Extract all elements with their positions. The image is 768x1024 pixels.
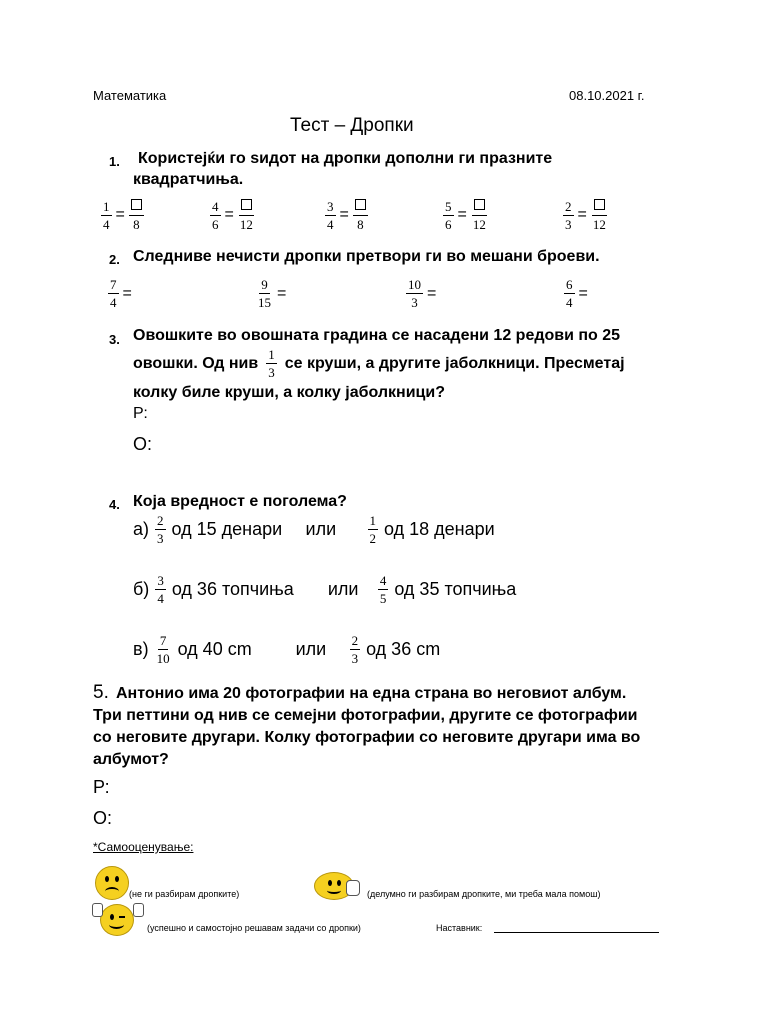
q1-2-left-den: 6 (212, 216, 219, 232)
q4-b-label: б) (133, 579, 150, 599)
q3-line1: Овошките во овошната градина се насадени 12 редови по 25 (133, 327, 621, 344)
q2-4-num: 6 (566, 277, 573, 292)
q3-frac-den: 3 (268, 365, 275, 380)
q3-line2b: се круши, а другите јаболкници. Пресметај (284, 354, 625, 372)
q5-r-label: Р: (93, 777, 110, 797)
q4-b-or: или (327, 579, 359, 599)
q2-item-4: $\frac{6}{4}$ = (566, 277, 588, 310)
teacher-label: Наставник: (436, 923, 483, 933)
q2-1-num: 7 (110, 277, 117, 292)
answer-box[interactable] (241, 199, 252, 210)
q4-a-left-den: 3 (157, 531, 164, 546)
q4-c-or: или (295, 639, 327, 659)
q4-c-left-den: 10 (156, 651, 170, 666)
q1-4-left-den: 6 (445, 216, 452, 232)
q2-item-1: $\frac{7}{4}$ = (110, 277, 132, 310)
answer-box[interactable] (474, 199, 485, 210)
q4-b-right-num: 4 (379, 573, 387, 588)
q1-item-3: $\frac{3}{4}$ = 8 (325, 199, 368, 231)
q1-5-left-num: 2 (565, 198, 572, 214)
q4-c-left-text: од 40 cm (177, 639, 252, 659)
q1-item-4: $\frac{5}{6}$ = 12 (445, 198, 486, 232)
q1-3-left-den: 4 (327, 216, 334, 232)
self-eval-title: *Самооценување: (93, 840, 194, 854)
q1-text-line1: Користејќи го ѕидот на дропки дополни ги празните (138, 150, 553, 167)
q2-item-3: $\frac{10}{3}$ = (408, 277, 437, 310)
q2-3-num: 10 (408, 277, 421, 292)
thumb-left-icon (92, 903, 103, 917)
answer-box[interactable] (355, 199, 366, 210)
q1-item-1: $\frac{1}{4}$ = 8 (101, 199, 144, 231)
q5-line1: Антонио има 20 фотографии на една страна во неговиот албум. (116, 685, 627, 702)
q4-b-right-den: 5 (379, 591, 387, 606)
q1-number: 1. (109, 154, 120, 169)
q4-c-left-num: 7 (159, 633, 167, 648)
q2-3-den: 3 (411, 295, 418, 310)
q3-line3: колку биле круши, а колку јаболкници? (133, 384, 445, 401)
q4-c-right-den: 3 (351, 651, 359, 666)
q4-option-b (133, 574, 516, 605)
subject-label: Математика (93, 88, 167, 103)
q2-1-den: 4 (110, 295, 117, 310)
thumb-right-icon (133, 903, 144, 917)
q5-number: 5. (93, 682, 109, 703)
q1-5-left-den: 3 (565, 216, 572, 232)
q4-b-left-den: 4 (157, 591, 164, 606)
q2-2-den: 15 (258, 295, 271, 310)
q2-text: Следниве нечисти дропки претвори ги во мешани броеви. (133, 248, 600, 265)
q4-b-left-num: 3 (157, 573, 164, 588)
q4-c-right-text: од 36 cm (366, 639, 441, 659)
happy-face-icon (100, 904, 134, 936)
q1-1-left-den: 4 (103, 216, 110, 232)
q1-3-right-den: 8 (357, 217, 364, 232)
q5-o-label: О: (93, 808, 113, 828)
q1-item-5: $\frac{2}{3}$ = 12 (565, 198, 606, 232)
q5-line2: Три петтини од нив се семејни фотографии, другите се фотографии (93, 707, 638, 724)
q4-a-right-text: од 18 денари (384, 519, 495, 539)
q4-a-left-num: 2 (157, 513, 164, 528)
q4-b-right-text: од 35 топчиња (394, 579, 517, 599)
q4-a-left-text: од 15 денари (171, 519, 283, 539)
q3-o-label: О: (133, 434, 153, 454)
answer-box[interactable] (131, 199, 142, 210)
q4-option-a (133, 514, 495, 545)
q4-a-or: или (305, 519, 337, 539)
q4-a-right-den: 2 (369, 531, 377, 546)
partial-text: (делумно ги разбирам дропките, ми треба мала помош) (367, 889, 601, 899)
q1-5-right-den: 12 (592, 217, 606, 232)
q4-b-left-text: од 36 топчиња (171, 579, 294, 599)
not-understand-text: (не ги разбирам дропките) (129, 889, 240, 899)
date-label: 08.10.2021 г. (569, 88, 645, 103)
q3-line2 (133, 348, 625, 379)
teacher-signature-line[interactable] (494, 932, 659, 933)
q2-item-2: $\frac{9}{15}$ = (258, 277, 287, 310)
q4-a-right-num: 1 (369, 513, 377, 528)
answer-box[interactable] (594, 199, 605, 210)
q1-2-left-num: 4 (212, 198, 219, 214)
q3-r-label: Р: (133, 405, 148, 422)
q1-1-right-den: 8 (133, 217, 140, 232)
q1-text-line2: квадратчиња. (133, 171, 244, 188)
q4-c-label: в) (133, 639, 149, 659)
q2-2-num: 9 (261, 277, 268, 292)
q4-text: Која вредност е поголема? (133, 493, 347, 510)
page-title: Тест – Дропки (290, 115, 414, 136)
q1-2-right-den: 12 (239, 217, 253, 232)
q1-1-left-num: 1 (103, 198, 110, 214)
q1-3-left-num: 3 (327, 198, 334, 214)
q1-4-left-num: 5 (445, 198, 452, 214)
q5-line3: со неговите другари. Колку фотографии со неговите другари има во (93, 729, 641, 746)
q2-4-den: 4 (566, 295, 573, 310)
success-text: (успешно и самостојно решавам задачи со дропки) (147, 923, 361, 933)
q3-frac-num: 1 (268, 347, 275, 362)
q4-c-right-num: 2 (351, 633, 359, 648)
q1-item-2: $\frac{4}{6}$ = 12 (212, 198, 253, 232)
hand-icon (346, 880, 360, 896)
q3-number: 3. (109, 332, 120, 347)
q4-number: 4. (109, 497, 120, 512)
q4-option-c (133, 634, 440, 665)
q3-line2a: овошки. Од нив (133, 354, 259, 372)
q5-line4: албумот? (93, 751, 169, 768)
q1-4-right-den: 12 (472, 217, 486, 232)
sad-face-icon (95, 866, 129, 900)
q2-number: 2. (109, 252, 120, 267)
q4-a-label: а) (133, 519, 150, 539)
